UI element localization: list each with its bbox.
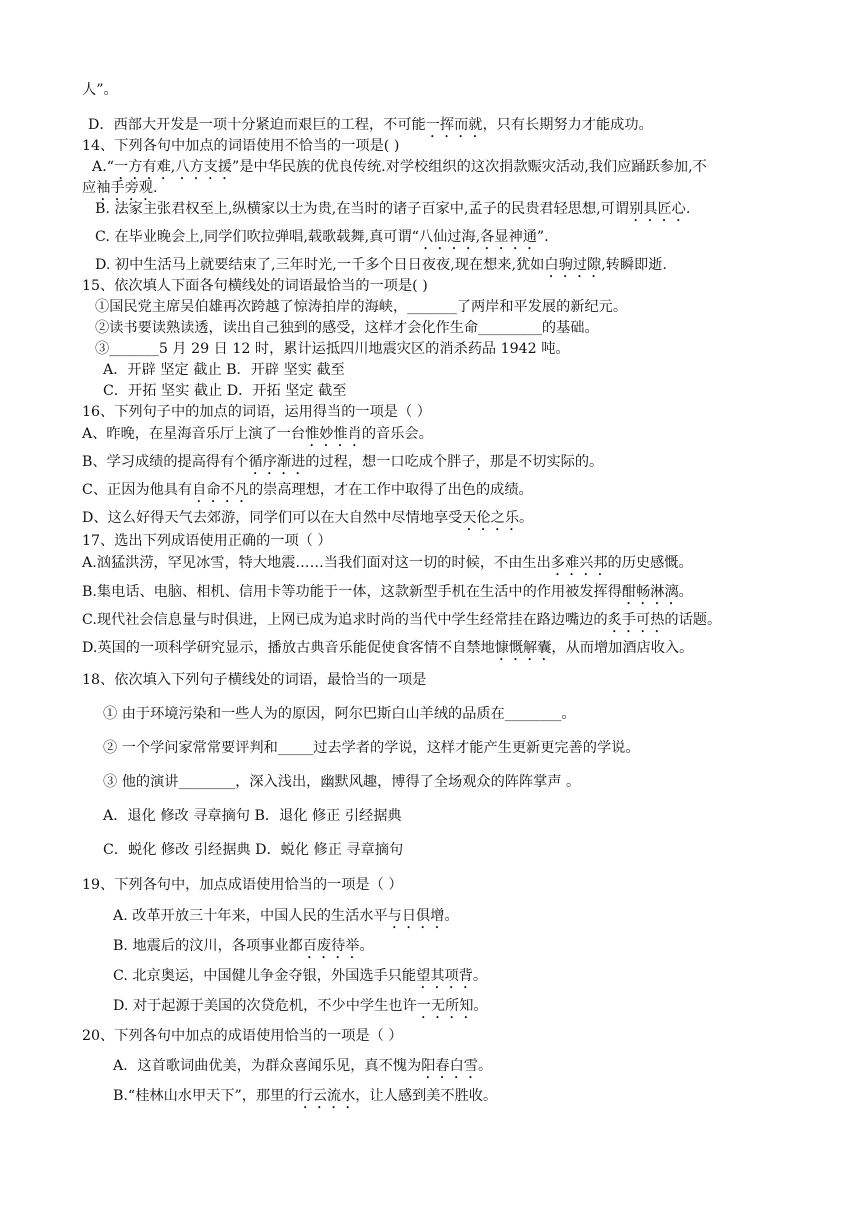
emphasized-phrase: 白驹过隙 bbox=[544, 257, 602, 273]
text-segment: D. 初中生活马上就要结束了,三年时光,一千多个日日夜夜,现在想来,犹如 bbox=[95, 257, 545, 273]
text-line bbox=[82, 402, 431, 422]
text-line bbox=[113, 1056, 492, 1082]
text-line bbox=[82, 480, 533, 506]
text-line bbox=[95, 199, 690, 225]
text-segment: 人”。 bbox=[82, 82, 118, 98]
text-line bbox=[95, 227, 549, 253]
text-line bbox=[82, 424, 433, 450]
emphasized-phrase: 循序渐进 bbox=[248, 454, 306, 470]
text-segment: 的崇高理想，才在工作中取得了出色的成绩。 bbox=[248, 482, 533, 498]
text-segment: A.“ bbox=[92, 159, 115, 175]
text-segment: B.集电话、电脑、相机、信用卡等功能于一体，这款新型手机在生活中的作用被发挥得 bbox=[82, 584, 622, 600]
text-line bbox=[113, 966, 487, 992]
emphasized-phrase: 阳春白雪 bbox=[421, 1058, 478, 1074]
text-segment: C.现代社会信息量与时俱进，上网已成为追求时尚的当代中学生经常挂在路边嘴边的 bbox=[82, 612, 608, 628]
text-segment: ，从而增加酒店收入。 bbox=[551, 640, 694, 656]
text-segment: 的音乐会。 bbox=[361, 426, 433, 442]
text-segment: 15、依次填人下面各句横线处的词语最恰当的一项是( ) bbox=[82, 278, 428, 294]
text-segment: C、正因为他具有 bbox=[82, 482, 193, 498]
text-line bbox=[82, 1026, 403, 1046]
text-line bbox=[103, 738, 640, 758]
text-segment: C．开拓 坚实 截止 D．开拓 坚定 截至 bbox=[103, 383, 347, 399]
text-line bbox=[113, 906, 459, 932]
text-line bbox=[82, 136, 399, 156]
text-segment: . bbox=[152, 180, 158, 196]
text-segment: D. 对于起源于美国的次贷危机，不少中学生也许 bbox=[113, 998, 417, 1014]
text-segment: A、昨晚，在星海音乐厅上演了一台 bbox=[82, 426, 306, 442]
emphasized-phrase: 与日俱增 bbox=[387, 908, 445, 924]
text-segment: B.“桂林山水甲天下”，那里的 bbox=[113, 1088, 299, 1104]
text-line bbox=[113, 996, 488, 1022]
emphasized-phrase: 酣畅淋漓 bbox=[621, 584, 679, 600]
emphasized-phrase: 慷慨解囊 bbox=[494, 640, 552, 656]
text-line bbox=[82, 80, 118, 100]
text-segment: ① 由于环境污染和一些人为的原因，阿尔巴斯白山羊绒的品质在________。 bbox=[103, 706, 576, 722]
emphasized-phrase: 炙手可热 bbox=[607, 612, 665, 628]
text-segment: 18、依次填入下列句子横线处的词语，最恰当的一项是 bbox=[82, 672, 427, 688]
text-line bbox=[82, 553, 693, 579]
emphasized-phrase: 一挥而就 bbox=[425, 117, 483, 133]
text-segment: A. 改革开放三十年来，中国人民的生活水平 bbox=[113, 908, 388, 924]
text-segment: 的话题。 bbox=[664, 612, 722, 628]
text-line bbox=[82, 670, 426, 690]
text-segment: 。 bbox=[473, 998, 488, 1014]
text-line bbox=[103, 381, 346, 401]
text-segment: ② 一个学问家常常要评判和_____过去学者的学说，这样才能产生更新更完善的学说。 bbox=[103, 740, 640, 756]
text-segment: 。 bbox=[477, 1058, 493, 1074]
text-segment: ,转瞬即逝. bbox=[601, 257, 667, 273]
text-line bbox=[82, 582, 693, 608]
text-segment: ①国民党主席吴伯雄再次跨越了惊涛拍岸的海峡，_______了两岸和平发展的新纪元。 bbox=[95, 299, 628, 315]
text-segment: 20、下列各句中加点的成语使用恰当的一项是（ ） bbox=[82, 1028, 403, 1044]
text-segment: 19、下列各句中，加点成语使用恰当的一项是（ ） bbox=[82, 877, 403, 893]
text-line bbox=[82, 276, 428, 296]
text-segment: 17、选出下列成语使用正确的一项（ ） bbox=[82, 533, 332, 549]
emphasized-phrase: 一方有难,八方支援 bbox=[114, 159, 233, 175]
text-segment: 。 bbox=[472, 968, 488, 984]
text-line bbox=[95, 318, 599, 338]
text-line bbox=[82, 531, 332, 551]
emphasized-phrase: 一无所知 bbox=[416, 998, 474, 1014]
text-segment: D．西部大开发是一项十分紧迫而艰巨的工程，不可能 bbox=[88, 117, 426, 133]
emphasized-phrase: 行云流水 bbox=[298, 1088, 356, 1104]
text-segment: 。 bbox=[678, 584, 693, 600]
text-segment: C. 在毕业晚会上,同学们吹拉弹唱,载歌载舞,真可谓“ bbox=[95, 229, 419, 245]
text-line bbox=[82, 875, 403, 895]
text-line bbox=[113, 936, 374, 962]
text-segment: 的历史感慨。 bbox=[607, 555, 693, 571]
text-line bbox=[103, 840, 403, 860]
text-segment: 14、下列各句中加点的词语使用不恰当的一项是( ) bbox=[82, 138, 400, 154]
text-line bbox=[92, 157, 707, 183]
text-segment: A．这首歌词曲优美，为群众喜闻乐见，真不愧为 bbox=[113, 1058, 422, 1074]
text-segment: 的过程，想一口吃成个胖子，那是不切实际的。 bbox=[305, 454, 604, 470]
text-segment: ②读书要读熟读透，读出自己独到的感受，这样才会化作生命_________的基础。 bbox=[95, 320, 599, 336]
text-segment: D.英国的一项科学研究显示，播放古典音乐能促使食客情不自禁地 bbox=[82, 640, 495, 656]
text-segment: A.汹猛洪涝，罕见冰雪，特大地震……当我们面对这一切的时候，不由生出 bbox=[82, 555, 551, 571]
emphasized-phrase: 别具匠心 bbox=[629, 201, 686, 217]
text-line bbox=[103, 806, 402, 826]
text-segment: 。 bbox=[359, 938, 374, 954]
emphasized-phrase: 天伦之乐 bbox=[462, 510, 520, 526]
text-segment: A．开辟 坚定 截止 B．开辟 坚实 截至 bbox=[103, 362, 345, 378]
text-line bbox=[82, 638, 693, 664]
emphasized-phrase: 八仙过海,各显神通 bbox=[418, 229, 537, 245]
text-segment: C. 北京奥运，中国健儿争金夺银，外国选手只能 bbox=[113, 968, 417, 984]
text-line bbox=[82, 610, 721, 636]
text-segment: B. 法家主张君权至上,纵横家以士为贵,在当时的诸子百家中,孟子的民贵君轻思想,可谓 bbox=[95, 201, 630, 217]
emphasized-phrase: 袖手旁观 bbox=[96, 180, 153, 196]
emphasized-phrase: 望其项背 bbox=[416, 968, 473, 984]
text-segment: . bbox=[685, 201, 691, 217]
emphasized-phrase: 自命不凡 bbox=[192, 482, 249, 498]
text-segment: A．退化 修改 寻章摘句 B．退化 修正 引经据典 bbox=[103, 808, 402, 824]
text-segment: 。 bbox=[444, 908, 459, 924]
text-line bbox=[82, 452, 603, 478]
text-line bbox=[103, 704, 576, 724]
text-segment: ，只有长期努力才能成功。 bbox=[482, 117, 653, 133]
emphasized-phrase: 百废待举 bbox=[302, 938, 360, 954]
text-segment: ”. bbox=[536, 229, 549, 245]
text-line bbox=[103, 772, 580, 792]
text-segment: D、这么好得天气去郊游，同学们可以在大自然中尽情地享受 bbox=[82, 510, 463, 526]
text-segment: ③_______5 月 29 日 12 时，累计运抵四川地震灾区的消杀药品 1942 吨。 bbox=[95, 341, 570, 357]
text-line bbox=[95, 339, 570, 359]
text-segment: B、学习成绩的提高得有个 bbox=[82, 454, 249, 470]
text-segment: ”是中华民族的优良传统.对学校组织的这次捐款赈灾活动,我们应踊跃参加,不 bbox=[232, 159, 707, 175]
text-segment: ③ 他的演讲________，深入浅出，幽默风趣，博得了全场观众的阵阵掌声 。 bbox=[103, 774, 581, 790]
emphasized-phrase: 惟妙惟肖 bbox=[305, 426, 362, 442]
text-line bbox=[113, 1086, 497, 1112]
emphasized-phrase: 多难兴邦 bbox=[550, 555, 608, 571]
text-segment: C．蜕化 修改 引经据典 D．蜕化 修正 寻章摘句 bbox=[103, 842, 404, 858]
text-line bbox=[95, 297, 627, 317]
text-segment: ，让人感到美不胜收。 bbox=[355, 1088, 498, 1104]
text-segment: 16、下列句子中的加点的词语，运用得当的一项是（ ） bbox=[82, 404, 431, 420]
text-line bbox=[103, 360, 345, 380]
text-segment: 。 bbox=[519, 510, 534, 526]
text-segment: 应 bbox=[82, 180, 97, 196]
text-segment: B. 地震后的汶川，各项事业都 bbox=[113, 938, 303, 954]
